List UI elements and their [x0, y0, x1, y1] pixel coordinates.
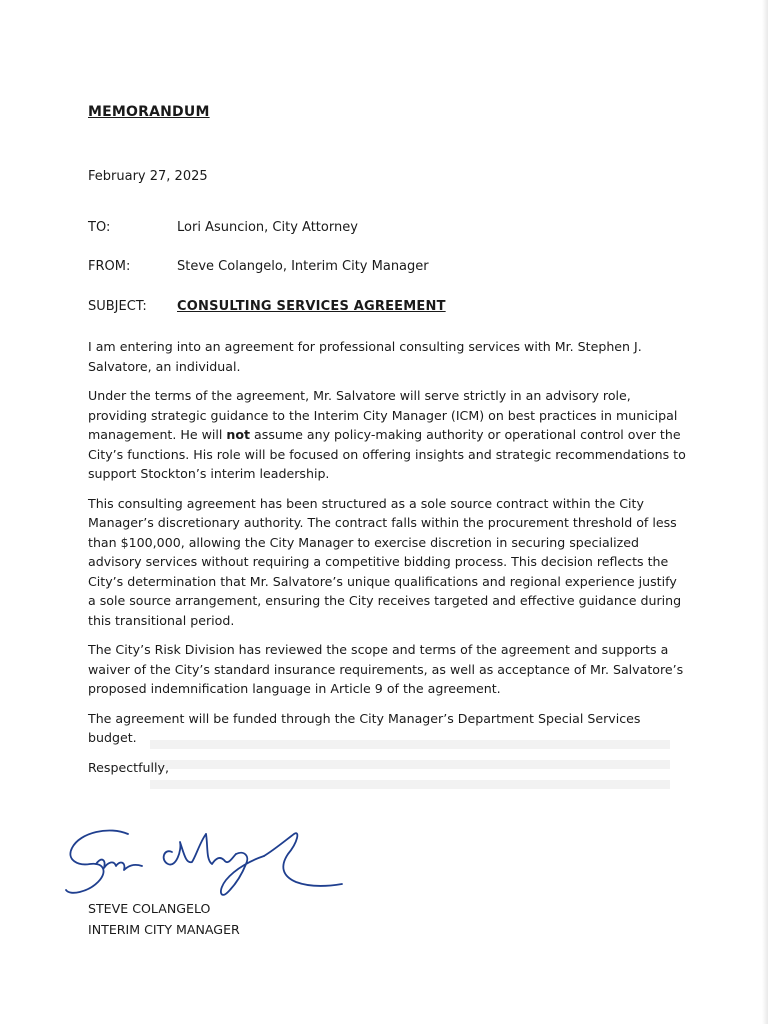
paragraph-4: The City’s Risk Division has reviewed the scope and terms of the agreement and supports a waiver of the City’s standard insurance requirements, as well as acceptance of Mr. Salvatore’s proposed indemnification language in Article 9 of the agreement. [88, 642, 684, 696]
paragraph-5: The agreement will be funded through the City Manager’s Department Special Services budget. [88, 710, 641, 745]
memo-title: MEMORANDUM [88, 104, 210, 120]
to-value: Lori Asuncion, City Attorney [177, 220, 358, 235]
to-label: TO: [88, 220, 111, 235]
subject-row [88, 299, 446, 314]
signature-strokes [66, 830, 342, 894]
paragraph-2-start: Under the terms of the agreement, Mr. Salvatore will serve strictly in an advisory role, providing strategic guidance to the Interim City Manager (ICM) on best practices in municipal management. He will [88, 388, 678, 442]
from-label: FROM: [88, 259, 131, 274]
paragraph-3: This consulting agreement has been structured as a sole source contract within the City Manager’s discretionary authority. The contract falls within the procurement threshold of less than $100,000, allowing the City Manager to exercise discretion in securing specialized advisory services without requiring a competitive bidding process. This decision reflects the City’s determination that Mr. Salvatore’s unique qualifications and regional experience justify a sole source arrangement, ensuring the City receives targeted and effective guidance during this transitional period. [88, 495, 682, 628]
bleed-through-ghost-text [150, 740, 670, 800]
signer-name: STEVE COLANGELO [88, 901, 211, 916]
memo-date: February 27, 2025 [88, 169, 208, 184]
from-row [88, 259, 429, 274]
paragraph-2 [88, 386, 688, 484]
memo-body [88, 337, 688, 787]
subject-label: SUBJECT: [88, 299, 147, 314]
signature-block [88, 898, 240, 940]
handwritten-signature [60, 820, 350, 910]
paragraph-2-end: assume any policy-making authority or operational control over the City’s functions. His role will be focused on offering insights and strategic recommendations to support Stockton’s interim leadership. [88, 427, 686, 481]
signer-title: INTERIM CITY MANAGER [88, 922, 240, 937]
page-edge-shadow [762, 0, 768, 1024]
paragraph-2-emphasis: not [226, 427, 251, 442]
closing-line: Respectfully, [88, 759, 169, 775]
paragraph-1: I am entering into an agreement for professional consulting services with Mr. Stephen J. Salvatore, an individual. [88, 339, 642, 374]
subject-value: CONSULTING SERVICES AGREEMENT [177, 299, 446, 314]
to-row [88, 220, 358, 235]
from-value: Steve Colangelo, Interim City Manager [177, 259, 429, 274]
